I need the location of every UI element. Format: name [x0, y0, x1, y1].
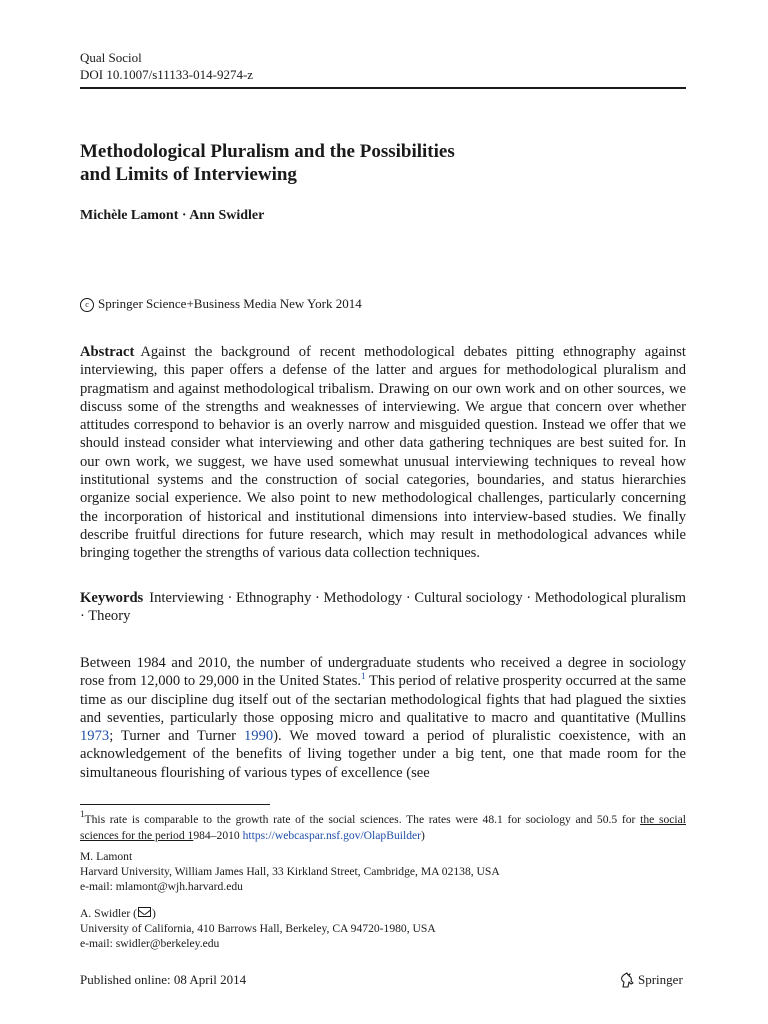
title-line-2: and Limits of Interviewing [80, 164, 297, 185]
copyright-line [80, 296, 362, 312]
footnote-text-underlined: the social sciences for the period 1 [80, 813, 686, 842]
citation-link-turner[interactable]: 1990 [243, 728, 274, 745]
keywords-text: Interviewing · Ethnography · Methodology · Cultural sociology · Methodological pluralism · Theory [80, 590, 686, 625]
footnote-ref-1[interactable]: 1 [361, 671, 366, 682]
footnote-rule [80, 804, 270, 805]
citation-link-mullins[interactable]: 1973 [80, 728, 110, 745]
footnote-link[interactable]: https://webcaspar.nsf.gov/OlapBuilder [242, 829, 421, 842]
intro-text-1: Between 1984 and 2010, the number of undergraduate students who received a degree in sociology rose from 12,000 to 29,000 in the United States. [80, 655, 686, 690]
article-title [80, 140, 686, 186]
keywords-label: Keywords [80, 590, 144, 606]
copyright-text: Springer Science+Business Media New York 2014 [98, 296, 362, 311]
intro-text-4: ). We moved toward a period of pluralistic coexistence, with an acknowledgement of the benefits of living together under a big tent, one that made room for the simultaneous flourishing of various types of excellence (see [80, 728, 686, 781]
footnote-marker: 1 [80, 809, 85, 819]
author-list: Michèle Lamont · Ann Swidler [80, 208, 265, 223]
affiliation-lamont [80, 849, 500, 894]
abstract [80, 343, 686, 563]
title-line-1: Methodological Pluralism and the Possibilities [80, 141, 455, 162]
journal-name: Qual Sociol [80, 50, 142, 65]
footnote-close: ) [421, 829, 425, 842]
envelope-icon [138, 907, 151, 917]
affiliation-name-close: ) [152, 907, 156, 920]
footnote-text-2: 984–2010 [193, 829, 243, 842]
affiliation-email[interactable]: e-mail: swidler@berkeley.edu [80, 937, 220, 950]
footnote-1 [80, 809, 686, 844]
affiliation-name-corresponding [80, 906, 436, 921]
journal-doi: DOI 10.1007/s11133-014-9274-z [80, 67, 254, 82]
intro-text-2: This period of relative prosperity occurred at the same time as our discipline dug itself out of the sectarian methodological fights that had plagued the sixties and seventies, particularly those opposing micro and qualitative to macro and quantitative (Mullins [80, 673, 686, 726]
affiliation-name-text: A. Swidler ( [80, 907, 137, 920]
affiliation-name: M. Lamont [80, 850, 133, 863]
intro-paragraph [80, 654, 686, 782]
published-date: Published online: 08 April 2014 [80, 972, 247, 987]
abstract-label: Abstract [80, 344, 135, 360]
affiliation-address: University of California, 410 Barrows Hall, Berkeley, CA 94720-1980, USA [80, 922, 436, 935]
keywords [80, 589, 686, 626]
abstract-text: Against the background of recent methodological debates pitting ethnography against interviewing, this paper offers a defense of the latter and argues for methodological pluralism and pragmatism and against methodological tribalism. Drawing on our own work and on other sources, we discuss some of the strengths and weaknesses of interviewing. We argue that concern over whether attitudes correspond to behavior is an overly narrow and misguided question. Instead we offer that we should instead consider what interviewing and other data gathering techniques are best suited for. In our own work, we suggest, we have used somewhat unusual interviewing techniques to reveal how institutional systems and the construction of social categories, boundaries, and status hierarchies organize social experience. We also point to new methodological challenges, particularly concerning the incorporation of historical and institutional dimensions into interview-based studies. We finally describe fruitful directions for future research, which may result in methodological advances while bringing together the strengths of various data collection techniques. [80, 344, 686, 562]
footnote-text-1: This rate is comparable to the growth rate of the social sciences. The rates were 48.1 for sociology and 50.5 for [84, 813, 641, 826]
affiliation-email[interactable]: e-mail: mlamont@wjh.harvard.edu [80, 880, 243, 893]
copyright-icon: c [80, 298, 94, 312]
springer-horse-icon [620, 972, 634, 988]
intro-text-3: ; Turner and Turner [109, 728, 244, 745]
publisher-mark [620, 972, 683, 988]
publisher-name: Springer [638, 972, 683, 987]
affiliation-address: Harvard University, William James Hall, 33 Kirkland Street, Cambridge, MA 02138, USA [80, 865, 500, 878]
affiliation-swidler [80, 906, 436, 951]
header-rule [80, 87, 686, 89]
journal-header [80, 49, 253, 83]
